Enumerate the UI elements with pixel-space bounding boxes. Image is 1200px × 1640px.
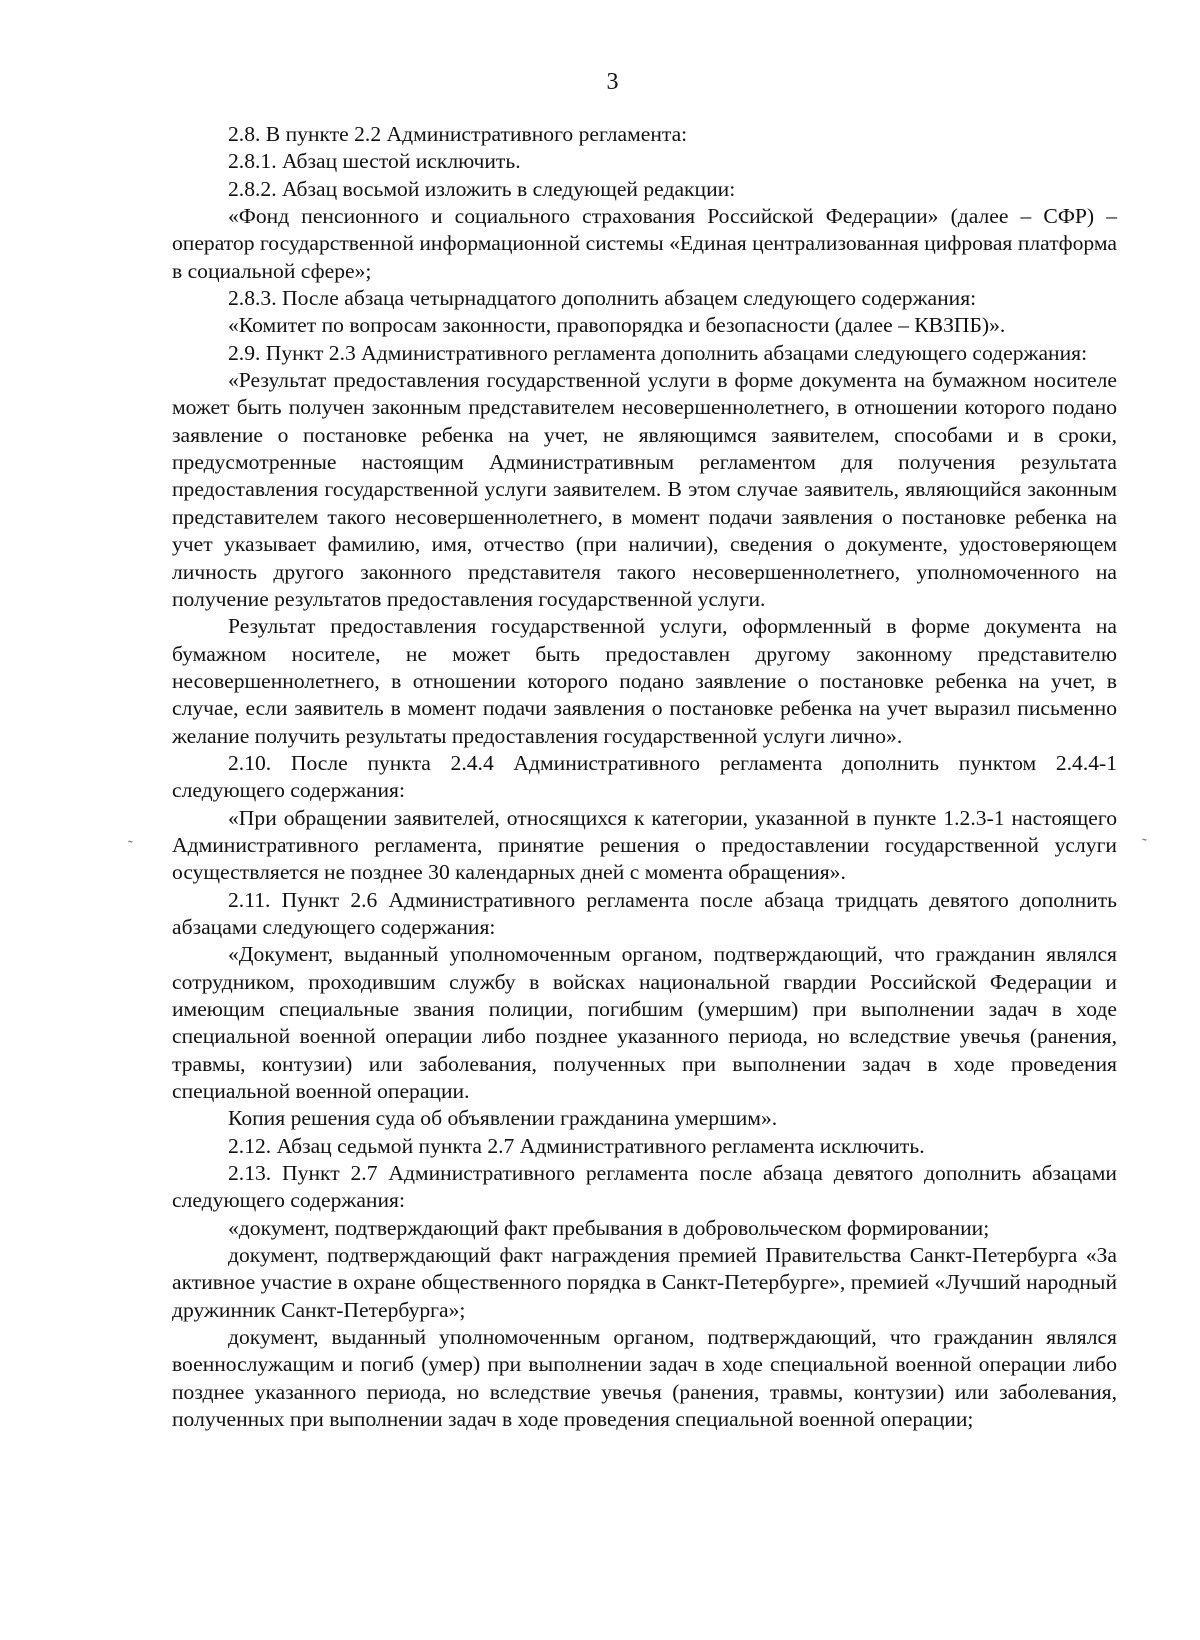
paragraph: «документ, подтверждающий факт пребывания в добровольческом формировании; [228, 1215, 990, 1240]
paragraph: «Фонд пенсионного и социального страхования Российской Федерации» (далее – СФР) – оператор государственной информационной системы «Единая централизованная цифровая платформа в социальной сфере»; [172, 204, 1117, 283]
paragraph: документ, подтверждающий факт награждения премией Правительства Санкт-Петербурга «За активное участие в охране общественного порядка в Санкт-Петербурге», премией «Лучший народный дружинник Санкт-Петербурга»; [172, 1243, 1117, 1322]
paragraph: Копия решения суда об объявлении гражданина умершим». [228, 1106, 778, 1131]
page-number: 3 [606, 69, 619, 95]
paragraph: 2.13. Пункт 2.7 Административного регламента после абзаца девятого дополнить абзацами следующего содержания: [172, 1161, 1117, 1213]
scan-mark-right: ˜ [1142, 837, 1147, 852]
paragraph: 2.10. После пункта 2.4.4 Административного регламента дополнить пунктом 2.4.4-1 следующего содержания: [172, 750, 1117, 803]
paragraph: 2.9. Пункт 2.3 Административного регламента дополнить абзацами следующего содержания: [228, 340, 1088, 365]
document-body [172, 121, 1117, 1434]
paragraph: 2.11. Пункт 2.6 Административного регламента после абзаца тридцать девятого дополнить абзацами следующего содержания: [172, 887, 1117, 939]
paragraph: «Результат предоставления государственной услуги в форме документа на бумажном носителе может быть получен законным представителем несовершеннолетнего, в отношении которого подано заявление о постановке ребенка на учет, не являющимся заявителем, способами и в сроки, предусмотренные настоящим Административным регламентом для получения результата предоставления государственной услуги заявителем. В этом случае заявитель, являющийся законным представителем такого несовершеннолетнего, в момент подачи заявления о постановке ребенка на учет указывает фамилию, имя, отчество (при наличии), сведения о документе, удостоверяющем личность другого законного представителя такого несовершеннолетнего, уполномоченного на получение результатов предоставления государственной услуги. [172, 368, 1117, 611]
scan-mark-left: ˜ [128, 839, 133, 854]
paragraph: «Комитет по вопросам законности, правопорядка и безопасности (далее – КВЗПБ)». [228, 313, 1006, 338]
paragraph: документ, выданный уполномоченным органом, подтверждающий, что гражданин являлся военнослужащим и погиб (умер) при выполнении задач в ходе специальной военной операции либо позднее указанного периода, но вследствие увечья (ранения, травмы, контузии) или заболевания, полученных при выполнении задач в ходе проведения специальной военной операции; [172, 1325, 1117, 1432]
paragraph: 2.12. Абзац седьмой пункта 2.7 Административного регламента исключить. [228, 1133, 925, 1158]
paragraph: «При обращении заявителей, относящихся к категории, указанной в пункте 1.2.3-1 настоящего Административного регламента, принятие решения о предоставлении государственной услуги осуществляется не позднее 30 календарных дней с момента обращения». [172, 805, 1117, 885]
paragraph: 2.8.2. Абзац восьмой изложить в следующей редакции: [228, 176, 736, 201]
paragraph: 2.8. В пункте 2.2 Административного регламента: [228, 122, 688, 146]
paragraph: 2.8.1. Абзац шестой исключить. [228, 149, 521, 174]
paragraph: Результат предоставления государственной услуги, оформленный в форме документа на бумажном носителе, не может быть предоставлен другому законному представителю несовершеннолетнего, в отношении которого подано заявление о постановке ребенка на учет, в случае, если заявитель в момент подачи заявления о постановке ребенка на учет выразил письменно желание получить результаты предоставления государственной услуги лично». [172, 614, 1117, 748]
paragraph: «Документ, выданный уполномоченным органом, подтверждающий, что гражданин являлся сотрудником, проходившим службу в войсках национальной гвардии Российской Федерации и имеющим специальные звания полиции, погибшим (умершим) при выполнении задач в ходе специальной военной операции либо позднее указанного периода, но вследствие увечья (ранения, травмы, контузии) или заболевания, полученных при выполнении задач в ходе проведения специальной военной операции. [172, 942, 1117, 1104]
paragraph: 2.8.3. После абзаца четырнадцатого дополнить абзацем следующего содержания: [228, 286, 977, 311]
